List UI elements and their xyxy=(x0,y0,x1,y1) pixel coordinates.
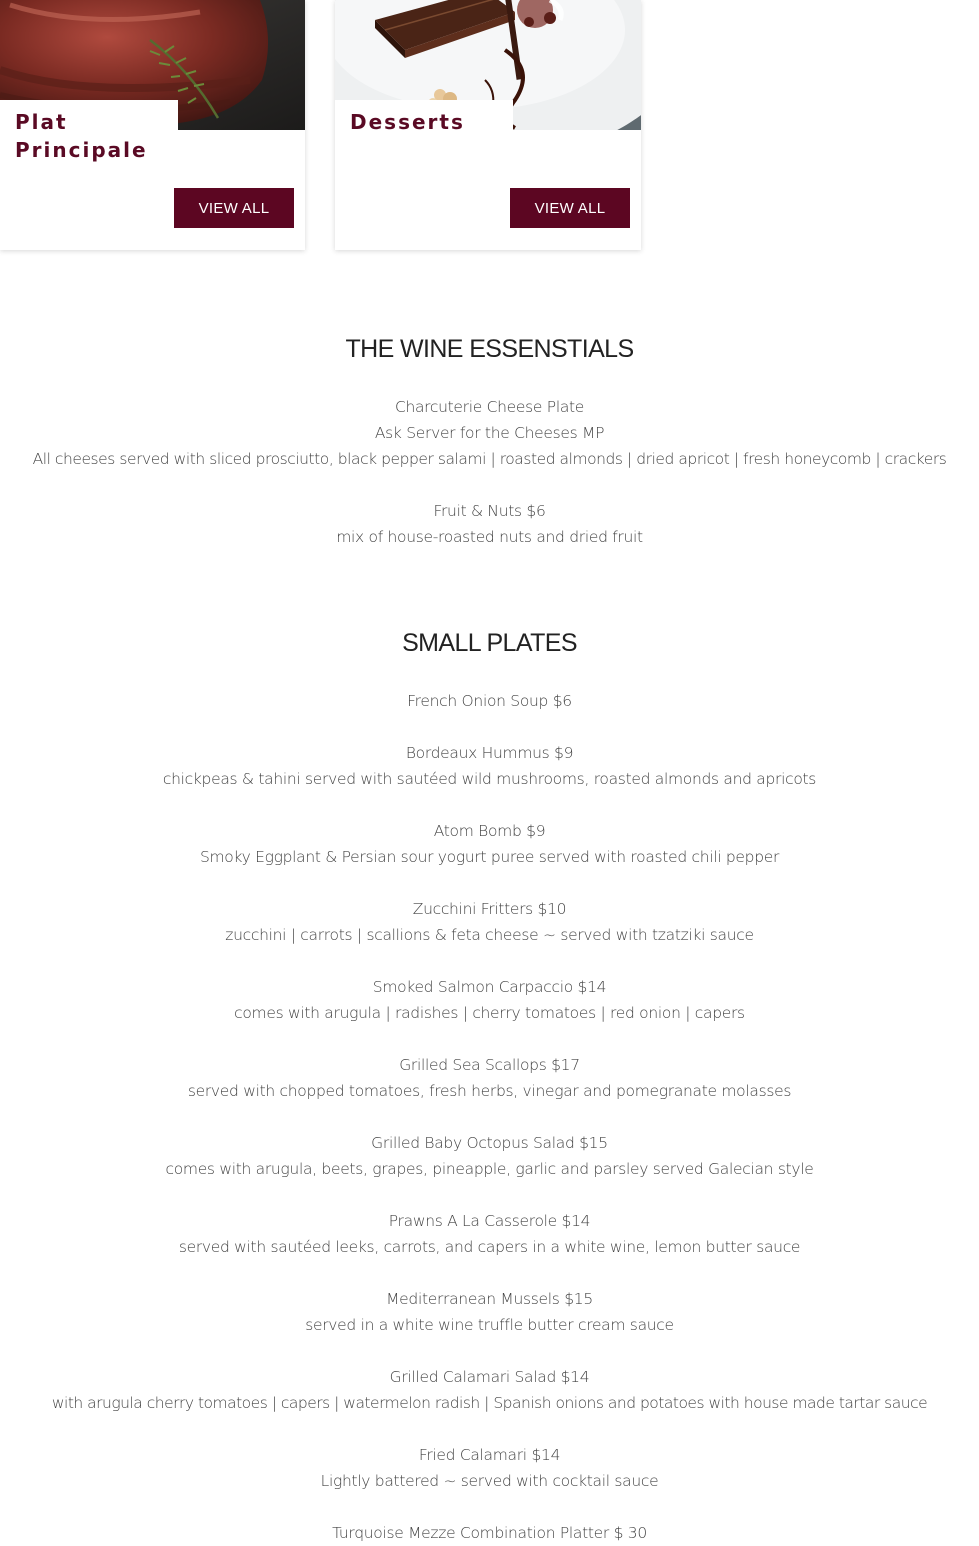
small-plates-heading: SMALL PLATES xyxy=(402,629,577,657)
wine-essentials-heading: THE WINE ESSENSTIALS xyxy=(345,335,634,363)
menu-item xyxy=(0,498,979,550)
menu-item xyxy=(0,896,979,948)
menu-item-title: Grilled Baby Octopus Salad $15 xyxy=(371,1134,608,1152)
menu-item-description: All cheeses served with sliced prosciutto, black pepper salami | roasted almonds | dried apricot | fresh honeycomb | crackers xyxy=(32,450,947,468)
menu-item-title: Grilled Sea Scallops $17 xyxy=(399,1056,580,1074)
view-all-desserts-button[interactable]: VIEW ALL xyxy=(510,188,630,228)
menu-card-plat-principale xyxy=(0,0,305,250)
menu-item xyxy=(0,974,979,1026)
view-all-plat-principale-button[interactable]: VIEW ALL xyxy=(174,188,294,228)
menu-item-description: comes with arugula | radishes | cherry tomatoes | red onion | capers xyxy=(234,1004,745,1022)
menu-item-description: zucchini | carrots | scallions & feta cheese ~ served with tzatziki sauce xyxy=(225,926,754,944)
menu-item xyxy=(0,1130,979,1182)
menu-item-title: Fruit & Nuts $6 xyxy=(433,502,546,520)
menu-item xyxy=(0,1364,979,1416)
menu-item-description: served in a white wine truffle butter cream sauce xyxy=(305,1316,674,1334)
menu-item-title: Fried Calamari $14 xyxy=(418,1446,561,1464)
menu-item xyxy=(0,1208,979,1260)
menu-item xyxy=(0,1520,979,1546)
menu-item-title: Charcuterie Cheese Plate xyxy=(394,398,585,416)
menu-item-title: French Onion Soup $6 xyxy=(407,692,572,710)
menu-item-title: Atom Bomb $9 xyxy=(433,822,546,840)
menu-item xyxy=(0,688,979,714)
menu-item-title: Smoked Salmon Carpaccio $14 xyxy=(372,978,607,996)
menu-item-title: Grilled Calamari Salad $14 xyxy=(389,1368,590,1386)
card-title-desserts: Desserts xyxy=(350,110,465,134)
small-plates-list xyxy=(0,688,979,1546)
menu-item-description: chickpeas & tahini served with sautéed wild mushrooms, roasted almonds and apricots xyxy=(162,770,817,788)
menu-item xyxy=(0,818,979,870)
menu-item-description: comes with arugula, beets, grapes, pineapple, garlic and parsley served Galecian style xyxy=(165,1160,814,1178)
menu-item xyxy=(0,394,979,472)
menu-item xyxy=(0,1052,979,1104)
card-title-plat-principale: Plat Principale xyxy=(15,110,148,162)
menu-item-description: with arugula cherry tomatoes | capers | watermelon radish | Spanish onions and potatoes with house made tartar sauce xyxy=(51,1394,928,1412)
menu-item xyxy=(0,1286,979,1338)
menu-item xyxy=(0,1442,979,1494)
menu-item-description: mix of house-roasted nuts and dried fruit xyxy=(336,528,643,546)
menu-item-title: Prawns A La Casserole $14 xyxy=(388,1212,591,1230)
menu-item-title: Bordeaux Hummus $9 xyxy=(405,744,574,762)
menu-item-description: Smoky Eggplant & Persian sour yogurt puree served with roasted chili pepper xyxy=(199,848,780,866)
menu-item-description: Lightly battered ~ served with cocktail sauce xyxy=(320,1472,659,1490)
wine-essentials-list xyxy=(0,394,979,550)
menu-item-title: Zucchini Fritters $10 xyxy=(412,900,567,918)
menu-item-title: Turquoise Mezze Combination Platter $ 30 xyxy=(332,1524,647,1542)
menu-item xyxy=(0,740,979,792)
menu-item-description: served with sautéed leeks, carrots, and capers in a white wine, lemon butter sauce xyxy=(178,1238,801,1256)
menu-item-price-note: Ask Server for the Cheeses MP xyxy=(374,424,605,442)
menu-card-desserts xyxy=(335,0,641,250)
menu-item-title: Mediterranean Mussels $15 xyxy=(386,1290,593,1308)
menu-item-description: served with chopped tomatoes, fresh herbs, vinegar and pomegranate molasses xyxy=(187,1082,792,1100)
